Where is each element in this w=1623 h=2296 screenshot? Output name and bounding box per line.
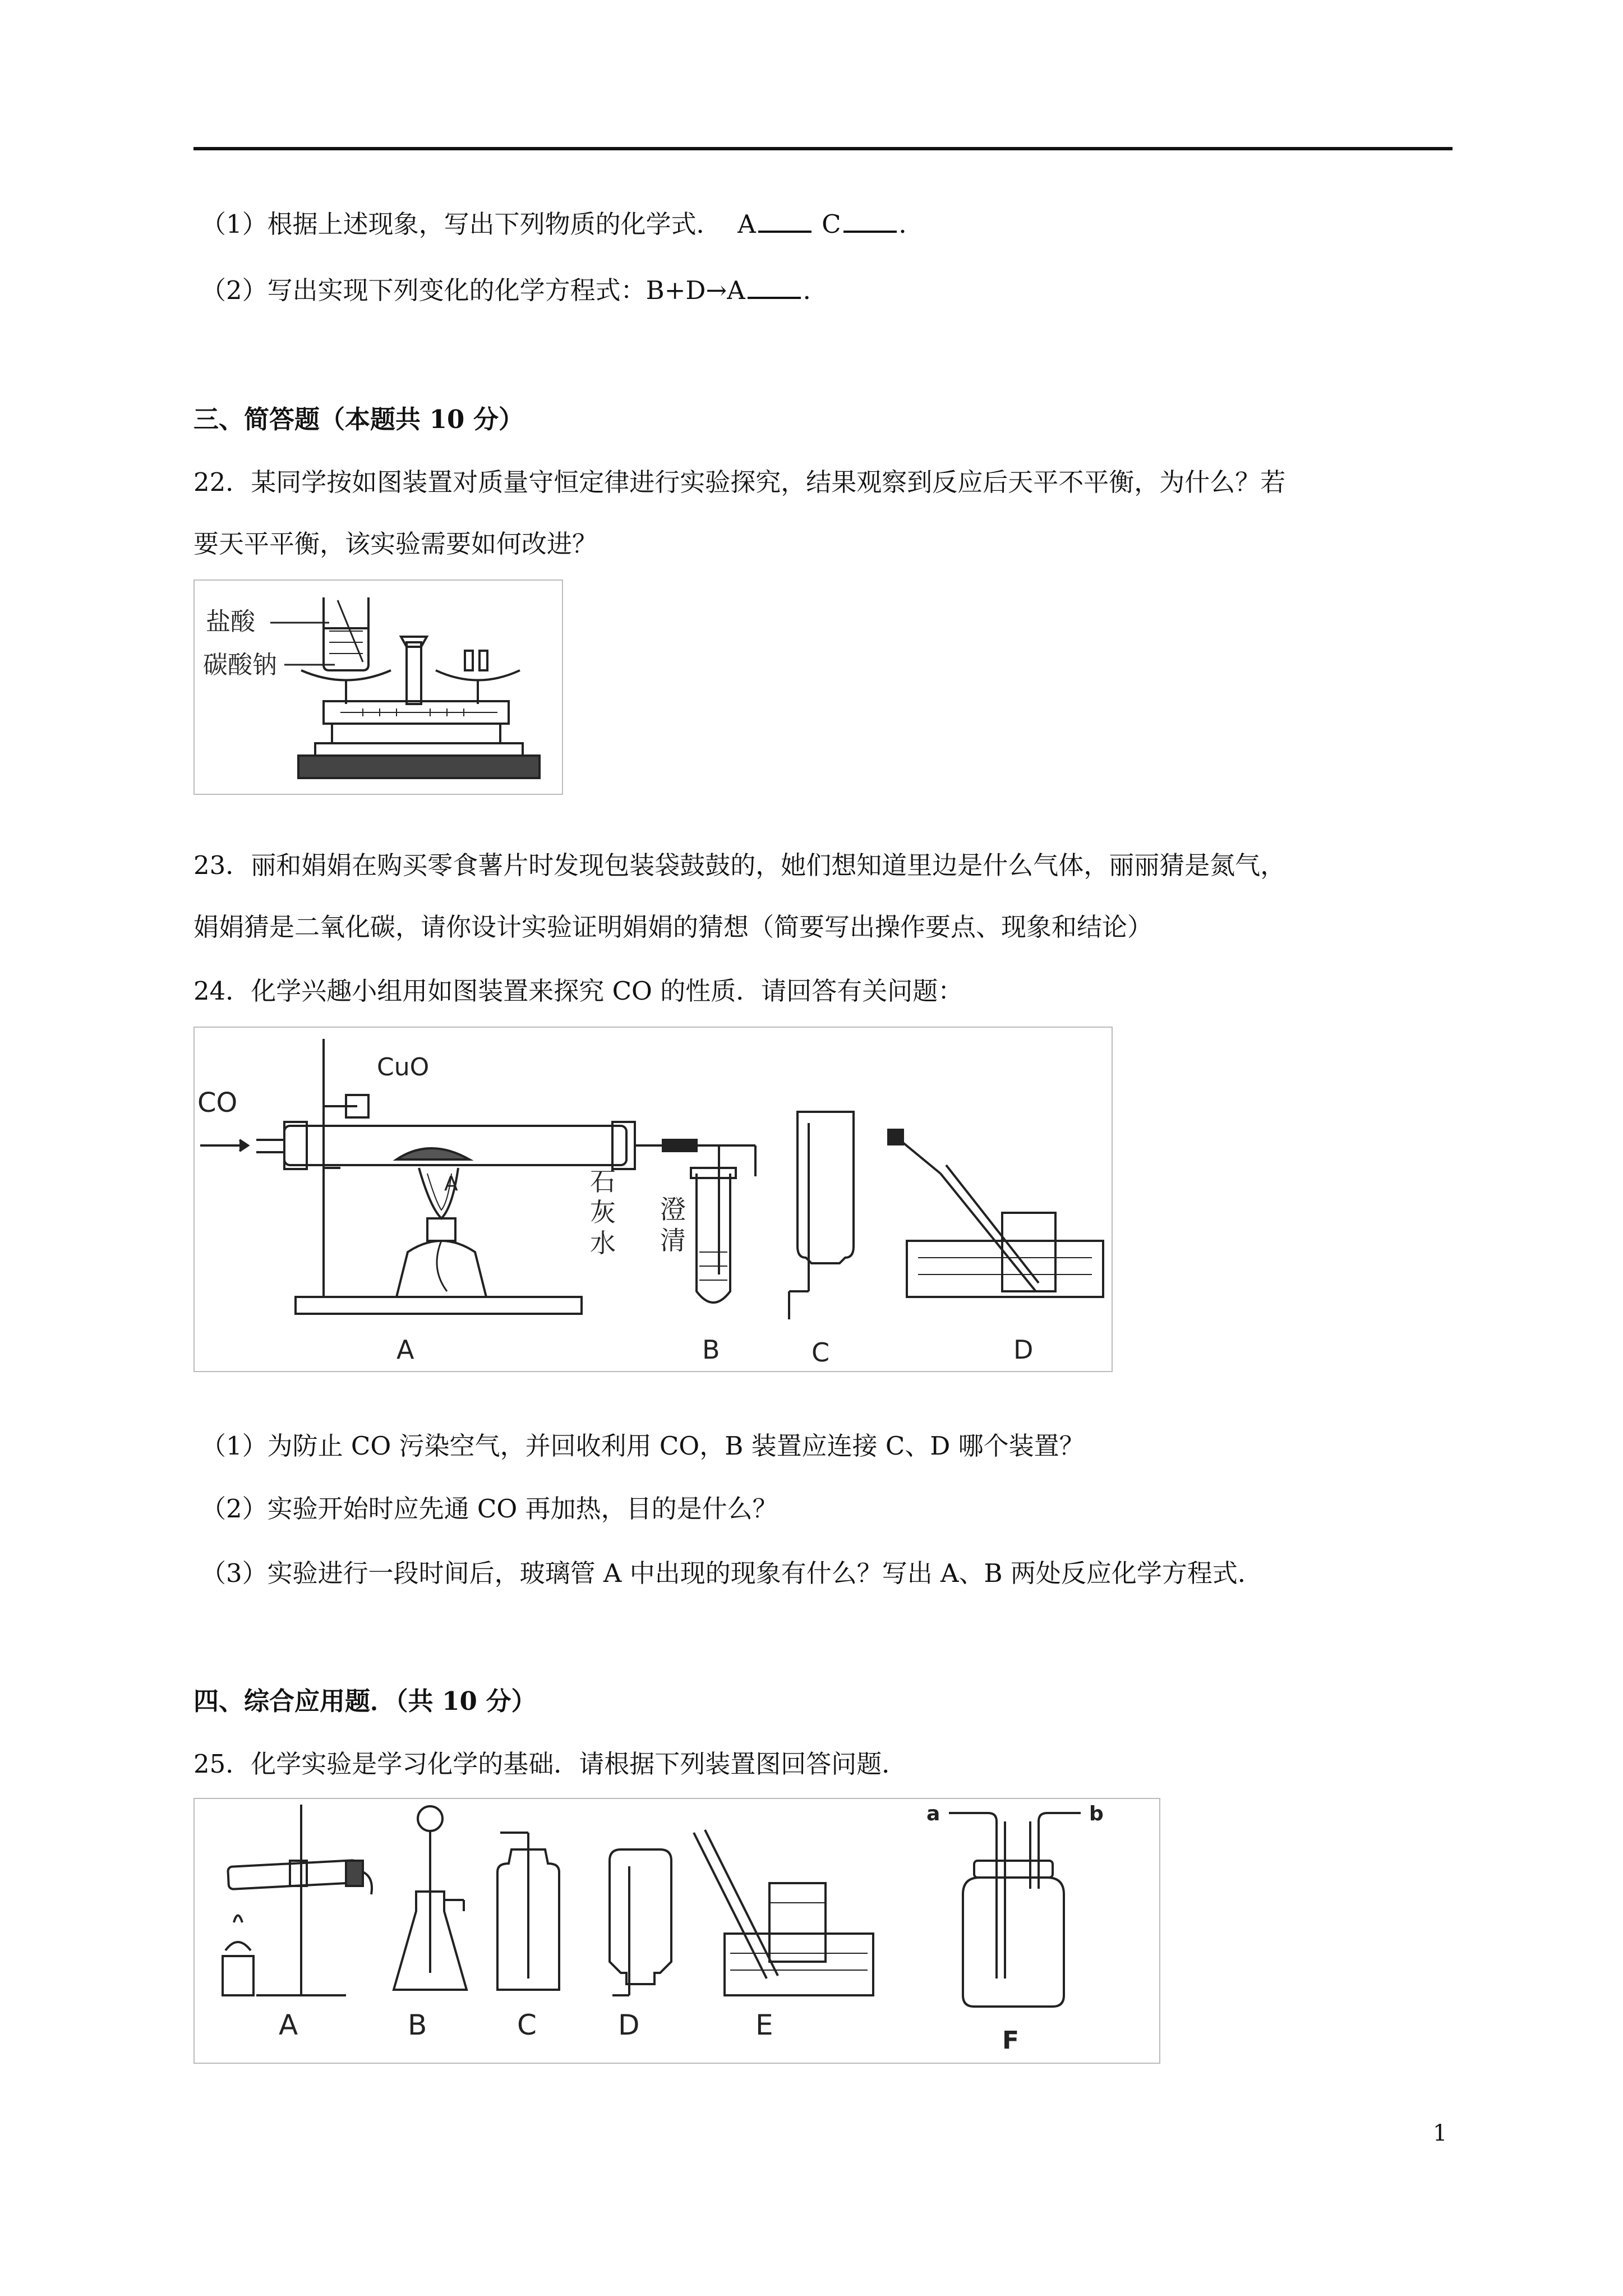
section3-title: 三、简答题（本题共 10 分） bbox=[193, 404, 524, 434]
port-a-label: a bbox=[926, 1802, 940, 1825]
trough-hose-end bbox=[887, 1129, 904, 1145]
label-c: C bbox=[811, 1337, 830, 1368]
limewater-char-3: 石 bbox=[590, 1166, 616, 1197]
label-a-inner: A bbox=[444, 1172, 458, 1195]
co-apparatus-diagram bbox=[195, 1028, 1112, 1371]
lab-apparatus-diagram bbox=[195, 1799, 1159, 2063]
label-co-inlet: CO bbox=[197, 1087, 238, 1119]
q21-sub2: （2）写出实现下列变化的化学方程式：B+D→A ． bbox=[201, 275, 828, 305]
label-sodium-carbonate: 碳酸钠 bbox=[203, 651, 277, 679]
q23-text-line2: 娟娟猜是二氧化碳，请你设计实验证明娟娟的猜想（简要写出操作要点、现象和结论） bbox=[193, 912, 1153, 942]
limewater-char-1: 澄 bbox=[660, 1194, 686, 1225]
q22-text-line1: 22．某同学按如图装置对质量守恒定律进行实验探究，结果观察到反应后天平不平衡，为什么？若 bbox=[193, 467, 1286, 497]
label-a: A bbox=[279, 2009, 298, 2041]
q23-text-line1: 23．丽和娟娟在购买零食薯片时发现包装袋鼓鼓的，她们想知道里边是什么气体，丽丽猜是氮气， bbox=[193, 850, 1286, 880]
answer-blank-c[interactable] bbox=[843, 209, 897, 233]
limewater-char-2: 清 bbox=[660, 1225, 686, 1255]
limewater-char-4: 灰 bbox=[590, 1197, 616, 1227]
q21-sub1: （1）根据上述现象，写出下列物质的化学式． A C ． bbox=[201, 209, 924, 239]
label-e: E bbox=[755, 2009, 773, 2041]
label-hydrochloric-acid: 盐酸 bbox=[206, 608, 255, 636]
label-b: B bbox=[408, 2009, 427, 2041]
port-b-label: b bbox=[1089, 1802, 1104, 1825]
label-a: A bbox=[396, 1335, 414, 1365]
section4-title: 四、综合应用题．（共 10 分） bbox=[193, 1686, 537, 1716]
q24-sub1: （1）为防止 CO 污染空气，并回收利用 CO，B 装置应连接 C、D 哪个装置？ bbox=[201, 1431, 1085, 1461]
q24-sub3: （3）实验进行一段时间后，玻璃管 A 中出现的现象有什么？写出 A、B 两处反应化学方程式． bbox=[201, 1558, 1263, 1588]
q24-apparatus-figure bbox=[193, 1027, 1113, 1372]
limewater-char-5: 水 bbox=[590, 1228, 616, 1258]
q22-balance-figure bbox=[193, 579, 563, 795]
q22-text-line2: 要天平平衡，该实验需要如何改进？ bbox=[193, 529, 598, 559]
answer-blank-a[interactable] bbox=[758, 209, 811, 233]
label-f: F bbox=[1002, 2026, 1020, 2055]
page-number: 1 bbox=[1433, 2120, 1447, 2146]
q24-sub2: （2）实验开始时应先通 CO 再加热，目的是什么？ bbox=[201, 1494, 778, 1524]
label-d: D bbox=[1013, 1335, 1034, 1365]
header-rule bbox=[193, 147, 1453, 150]
answer-blank-equation[interactable] bbox=[748, 275, 801, 299]
q25-text: 25．化学实验是学习化学的基础．请根据下列装置图回答问题． bbox=[193, 1749, 907, 1779]
label-b: B bbox=[702, 1335, 720, 1365]
balance-diagram bbox=[195, 581, 562, 794]
label-cuo: CuO bbox=[377, 1053, 430, 1082]
q25-apparatus-figure bbox=[193, 1798, 1160, 2064]
label-d: D bbox=[618, 2009, 640, 2041]
q24-text: 24．化学兴趣小组用如图装置来探究 CO 的性质．请回答有关问题： bbox=[193, 976, 963, 1006]
label-c: C bbox=[517, 2009, 537, 2041]
